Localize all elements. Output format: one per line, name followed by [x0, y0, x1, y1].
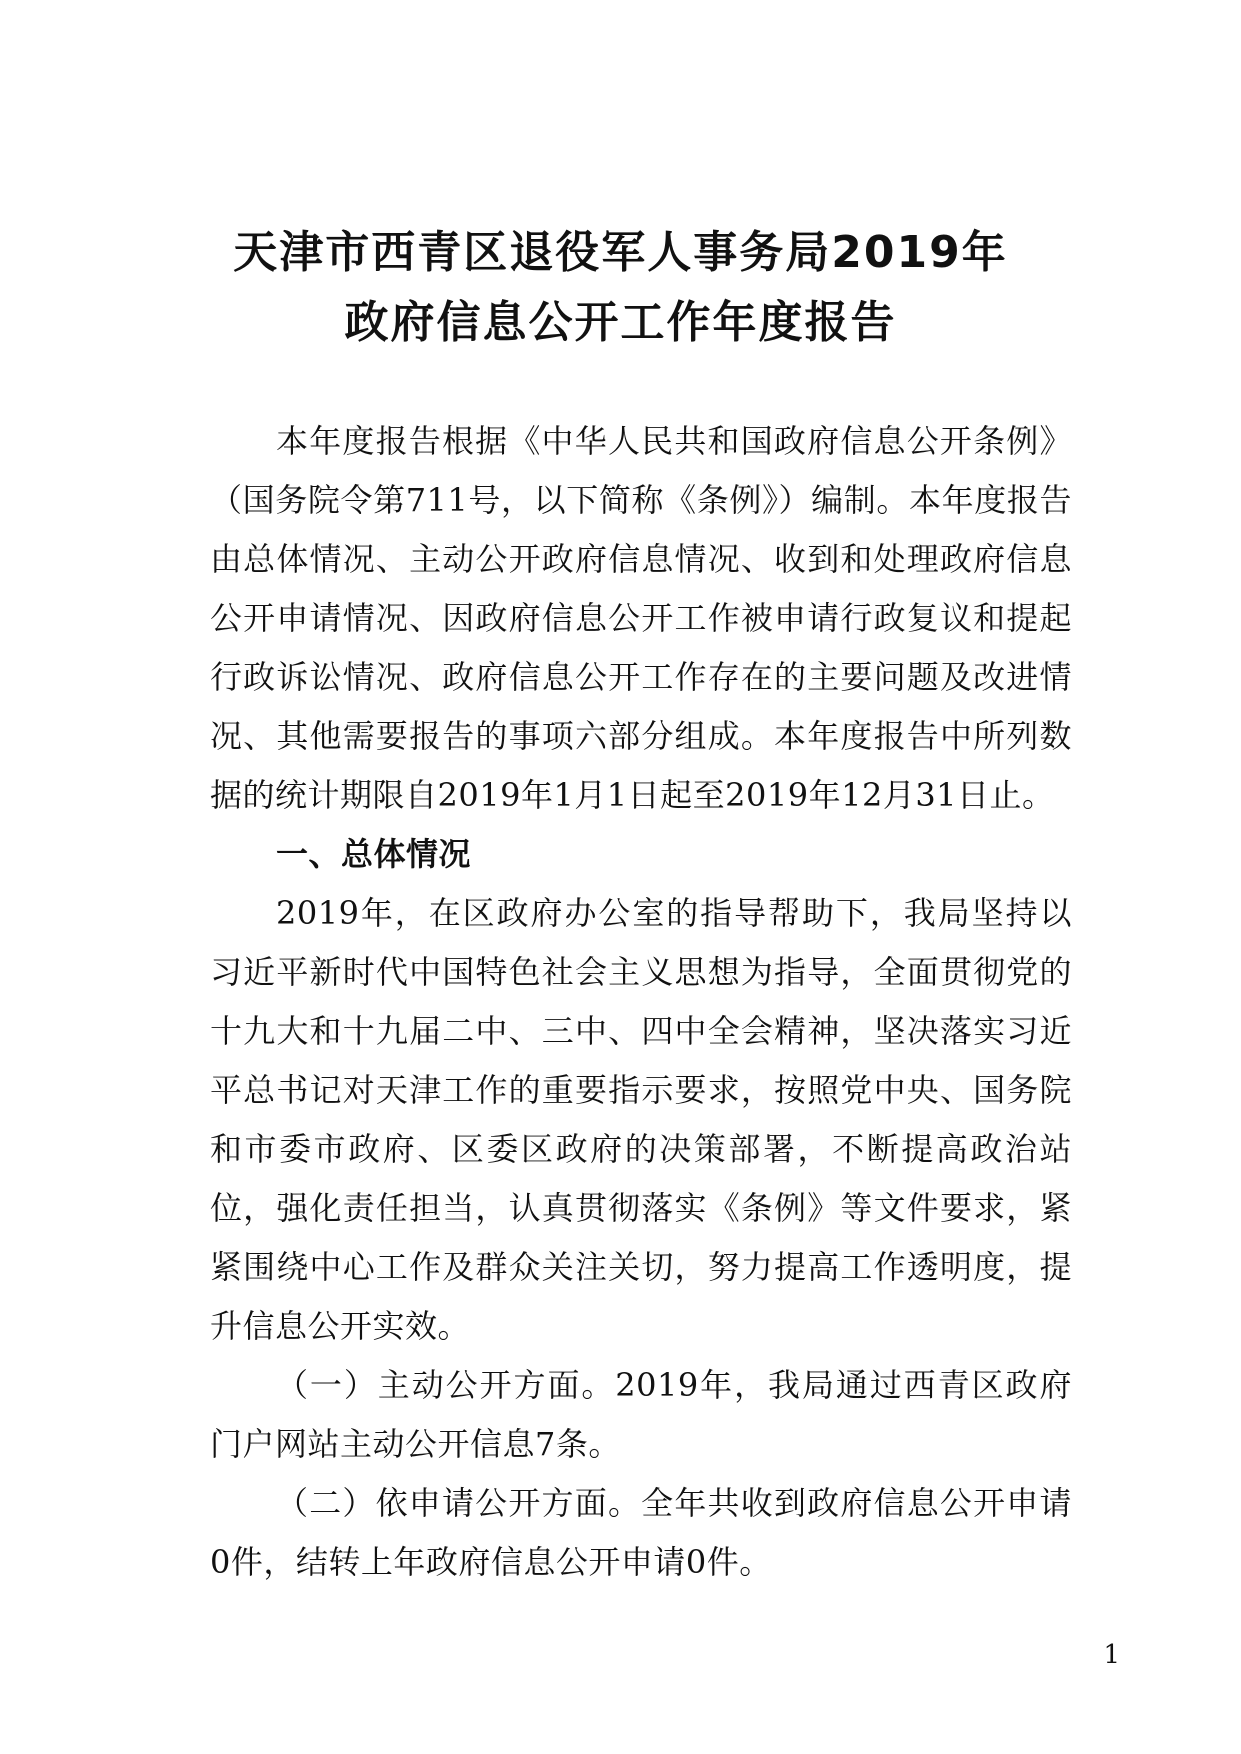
document-title-line1: 天津市西青区退役军人事务局2019年 — [233, 227, 1008, 278]
document-body — [210, 412, 1072, 1592]
intro-paragraph: 本年度报告根据《中华人民共和国政府信息公开条例》（国务院令第711号，以下简称《条例》）编制。本年度报告由总体情况、主动公开政府信息情况、收到和处理政府信息公开申请情况、因政府信息公开工作被申请行政复议和提起行政诉讼情况、政府信息公开工作存在的主要问题及改进情况、其他需要报告的事项六部分组成。本年度报告中所列数据的统计期限自2019年1月1日起至2019年12月31日止。 — [210, 422, 1072, 814]
page-number: 1 — [1103, 1640, 1120, 1670]
overview-paragraph: 2019年，在区政府办公室的指导帮助下，我局坚持以习近平新时代中国特色社会主义思想为指导，全面贯彻党的十九大和十九届二中、三中、四中全会精神，坚决落实习近平总书记对天津工作的重要指示要求，按照党中央、国务院和市委市政府、区委区政府的决策部署，不断提高政治站位，强化责任担当，认真贯彻落实《条例》等文件要求，紧紧围绕中心工作及群众关注关切，努力提高工作透明度，提升信息公开实效。 — [210, 894, 1072, 1345]
request-disclosure-paragraph: （二）依申请公开方面。全年共收到政府信息公开申请0件，结转上年政府信息公开申请0件。 — [210, 1484, 1072, 1581]
document-title-line2: 政府信息公开工作年度报告 — [344, 297, 897, 348]
section-heading: 一、总体情况 — [276, 835, 472, 873]
proactive-disclosure-paragraph: （一）主动公开方面。2019年，我局通过西青区政府门户网站主动公开信息7条。 — [210, 1366, 1072, 1463]
